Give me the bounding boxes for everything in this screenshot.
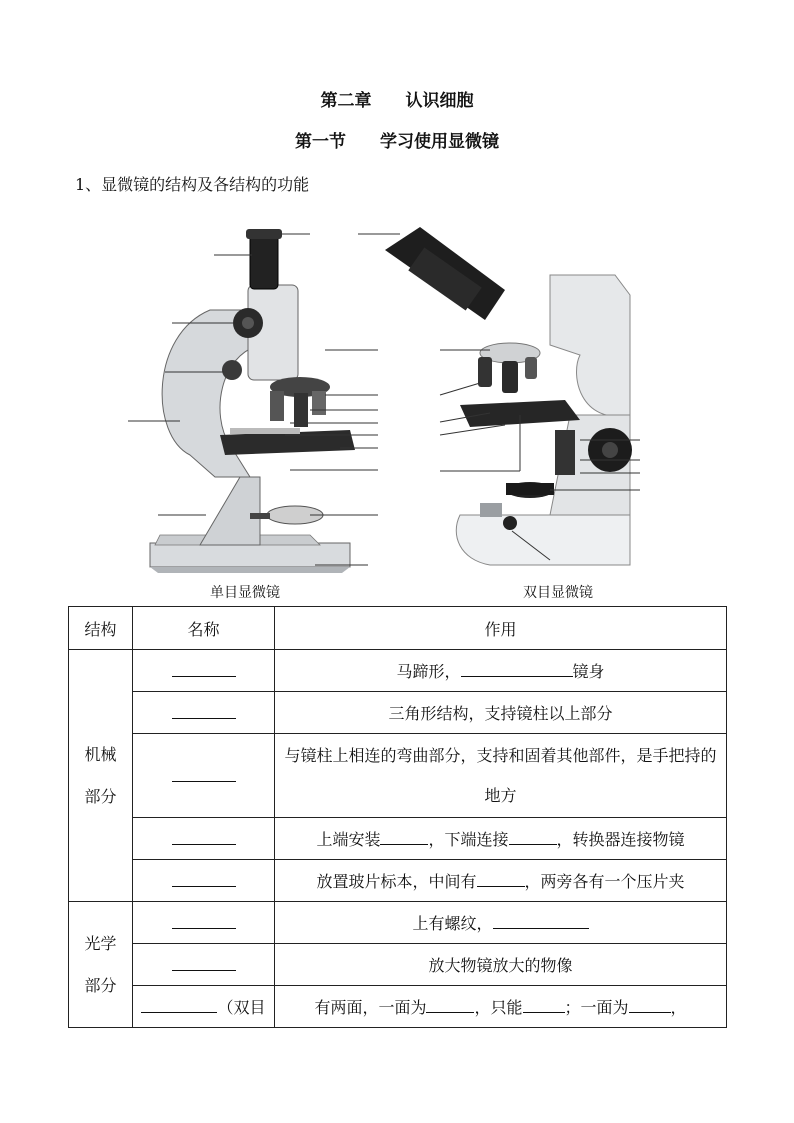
function-cell: 与镜柱上相连的弯曲部分，支持和固着其他部件，是手把持的地方 <box>275 734 727 818</box>
right-caption: 双目显微镜 <box>523 585 593 601</box>
name-blank[interactable] <box>172 870 236 887</box>
header-name: 名称 <box>133 607 275 650</box>
name-cell <box>133 902 275 944</box>
group-optical-label: 光学部分 <box>84 933 117 995</box>
r8-text-a: 有两面，一面为 <box>314 998 427 1017</box>
function-cell: 放大物镜放大的物像 <box>275 944 727 986</box>
r4-text-c: ，转换器连接物镜 <box>556 830 685 849</box>
fill-blank[interactable] <box>380 828 428 845</box>
binocular-microscope-illustration <box>358 227 640 565</box>
group-optical <box>69 902 133 1028</box>
header-function: 作用 <box>275 607 727 650</box>
function-cell <box>275 860 727 902</box>
r8-text-d: ， <box>670 998 687 1017</box>
r1-text-pre: 马蹄形， <box>396 662 461 681</box>
function-cell <box>275 986 727 1028</box>
name-blank[interactable] <box>172 765 236 782</box>
r8-text-c: ；一面为 <box>564 998 629 1017</box>
left-caption: 单目显微镜 <box>210 585 280 601</box>
name-cell <box>133 650 275 692</box>
r6-text: 上有螺纹， <box>412 914 493 933</box>
name-blank[interactable] <box>141 996 217 1013</box>
name-cell <box>133 734 275 818</box>
r5-text-a: 放置玻片标本，中间有 <box>316 872 477 891</box>
r8-name-suffix: （双目 <box>217 998 266 1017</box>
name-blank[interactable] <box>172 912 236 929</box>
r4-text-a: 上端安装 <box>316 830 381 849</box>
name-blank[interactable] <box>172 954 236 971</box>
section-title: 第一节 学习使用显微镜 <box>295 132 499 152</box>
table-row <box>69 818 727 860</box>
fill-blank[interactable] <box>477 870 525 887</box>
fill-blank[interactable] <box>509 828 557 845</box>
fill-blank[interactable] <box>523 996 565 1013</box>
chapter-title: 第二章 认识细胞 <box>320 91 474 111</box>
name-cell <box>133 692 275 734</box>
table-row <box>69 692 727 734</box>
function-cell <box>275 650 727 692</box>
group-mechanical <box>69 650 133 902</box>
fill-blank[interactable] <box>493 912 589 929</box>
table-row <box>69 650 727 692</box>
r1-text-post: 镜身 <box>572 662 605 681</box>
name-blank[interactable] <box>172 828 236 845</box>
table-row <box>69 944 727 986</box>
function-cell <box>275 818 727 860</box>
table-row <box>69 734 727 818</box>
table-row <box>69 902 727 944</box>
table-header-row <box>69 607 727 650</box>
name-blank[interactable] <box>172 660 236 677</box>
fill-blank[interactable] <box>629 996 671 1013</box>
fill-blank[interactable] <box>426 996 474 1013</box>
table-row <box>69 860 727 902</box>
name-cell <box>133 818 275 860</box>
function-cell: 三角形结构，支持镜柱以上部分 <box>275 692 727 734</box>
name-cell <box>133 944 275 986</box>
name-blank[interactable] <box>172 702 236 719</box>
r5-text-b: ，两旁各有一个压片夹 <box>524 872 685 891</box>
microscope-figure <box>110 215 650 580</box>
r8-text-b: ，只能 <box>474 998 523 1017</box>
name-cell <box>133 860 275 902</box>
table-row <box>69 986 727 1028</box>
structure-table <box>68 606 727 1028</box>
header-structure: 结构 <box>69 607 133 650</box>
fill-blank[interactable] <box>461 660 573 677</box>
intro-text: 1、显微镜的结构及各结构的功能 <box>75 175 310 194</box>
group-mechanical-label: 机械部分 <box>84 744 117 806</box>
function-cell <box>275 902 727 944</box>
name-cell <box>133 986 275 1028</box>
r4-text-b: ，下端连接 <box>428 830 509 849</box>
monocular-microscope-illustration <box>128 229 378 573</box>
